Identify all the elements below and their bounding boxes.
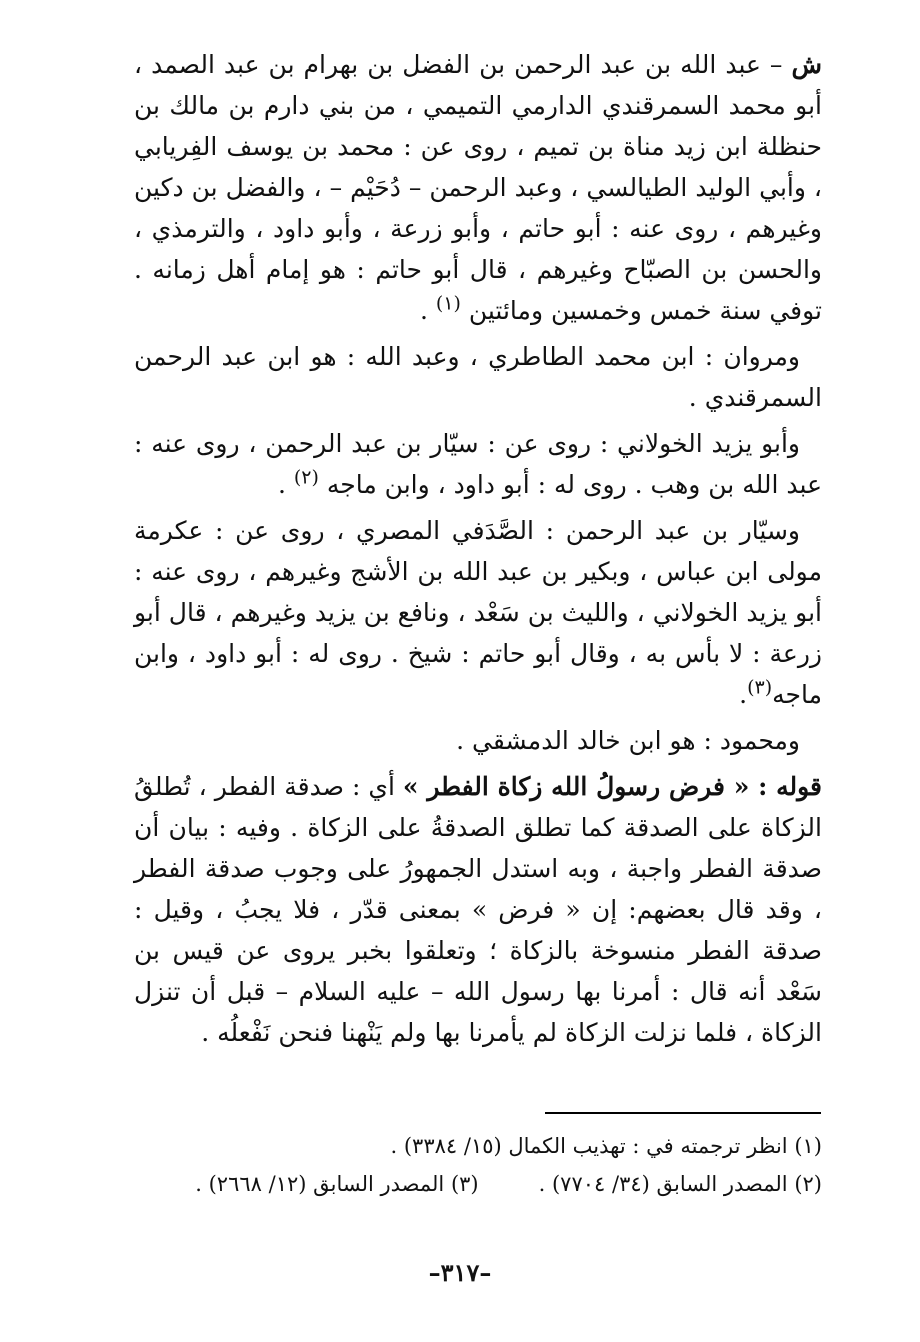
footnote-ref-3: (٣) xyxy=(747,676,773,699)
paragraph-abu-yazid xyxy=(134,423,822,505)
footnotes xyxy=(134,1127,822,1203)
paragraph-end: . xyxy=(277,470,294,499)
paragraph-abdullah-biography xyxy=(134,44,822,331)
page-number: –٣١٧– xyxy=(428,1258,492,1287)
footnote-1: (١) انظر ترجمته في : تهذيب الكمال (١٥/ ٣٣٨٤) . xyxy=(390,1134,822,1158)
commentary-marker: ش xyxy=(791,50,822,79)
footnote-ref-2: (٢) xyxy=(293,466,319,489)
paragraph-mahmud xyxy=(134,720,822,761)
paragraph-sayyar xyxy=(134,510,822,715)
paragraph-marwan xyxy=(134,336,822,418)
paragraph-zakat-al-fitr xyxy=(134,766,822,1053)
paragraph-text: – عبد الله بن عبد الرحمن بن الفضل بن بهرام بن عبد الصمد ، أبو محمد السمرقندي الدارمي التميمي ، من بني دارم بن مالك بن حنظلة ابن زيد مناة بن تميم ، روى عن : محمد بن يوسف الفِريابي ، وأبي الوليد الطيالسي ، وعبد الرحمن – دُحَيْم – ، والفضل بن دكين وغيرهم ، روى عنه : أبو حاتم ، وأبو زرعة ، وأبو داود ، والترمذي ، والحسن بن الصبّاح وغيرهم ، قال أبو حاتم : هو إمام أهل زمانه . توفي سنة خمس وخمسين ومائتين xyxy=(134,50,822,325)
footnote-ref-1: (١) xyxy=(435,292,461,315)
footnote-2: (٢) المصدر السابق (٣٤/ ٧٧٠٤) . xyxy=(538,1172,822,1196)
paragraph-end: . xyxy=(419,296,436,325)
paragraph-end: . xyxy=(739,680,748,709)
paragraph-text: وأبو يزيد الخولاني : روى عن : سيّار بن عبد الرحمن ، روى عنه : عبد الله بن وهب . روى له : أبو داود ، وابن ماجه xyxy=(134,429,822,499)
footnote-row-1 xyxy=(134,1127,822,1165)
paragraph-text: ومروان : ابن محمد الطاطري ، وعبد الله : هو ابن عبد الرحمن السمرقندي . xyxy=(134,342,822,412)
paragraph-text: أي : صدقة الفطر ، تُطلقُ الزكاة على الصدقة كما تطلق الصدقةُ على الزكاة . وفيه : بيان أن صدقة الفطر واجبة ، وبه استدل الجمهورُ على وجوب صدقة الفطر ، وقد قال بعضهم: إن « فرض » بمعنى قدّر ، فلا يجبُ ، وقيل : صدقة الفطر منسوخة بالزكاة ؛ وتعلقوا بخبر يروى عن قيس بن سَعْد أنه قال : أمرنا بها رسول الله – عليه السلام – قبل أن تنزل الزكاة ، فلما نزلت الزكاة لم يأمرنا بها ولم يَنْهنا فنحن نَفْعلُه . xyxy=(134,772,822,1047)
footnote-separator xyxy=(545,1112,821,1114)
footnote-3: (٣) المصدر السابق (١٢/ ٢٦٦٨) . xyxy=(195,1172,479,1196)
hadith-quote: قوله : « فرض رسولُ الله زكاة الفطر » xyxy=(402,772,822,801)
paragraph-text: ومحمود : هو ابن خالد الدمشقي . xyxy=(456,726,800,755)
paragraph-text: وسيّار بن عبد الرحمن : الصَّدَفي المصري ، روى عن : عكرمة مولى ابن عباس ، وبكير بن عبد الله بن الأشج وغيرهم ، روى عنه : أبو يزيد الخولاني ، والليث بن سَعْد ، ونافع بن يزيد وغيرهم ، قال أبو زرعة : لا بأس به ، وقال أبو حاتم : شيخ . روى له : أبو داود ، وابن ماجه xyxy=(134,516,822,709)
footnote-row-2 xyxy=(134,1165,822,1203)
